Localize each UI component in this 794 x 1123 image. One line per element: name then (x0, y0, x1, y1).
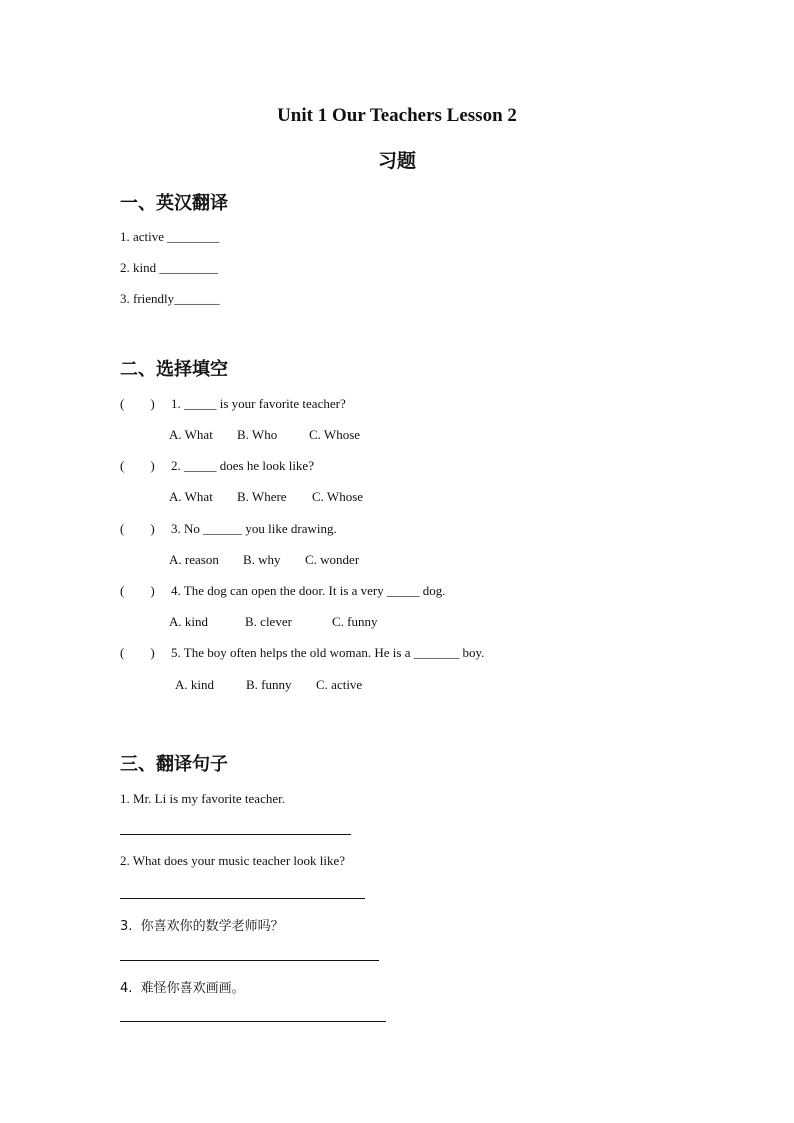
option-b: B. clever (245, 614, 292, 629)
section-heading-multiple-choice: 二、选择填空 (120, 359, 228, 380)
sentence-item-4: 4. 难怪你喜欢画画。 (120, 981, 245, 996)
answer-line (120, 1021, 386, 1022)
option-a: A. What (169, 427, 213, 442)
question-text: 5. The boy often helps the old woman. He is a _______ boy. (171, 645, 485, 660)
sentence-item-1: 1. Mr. Li is my favorite teacher. (120, 791, 285, 806)
question-text: 3. No ______ you like drawing. (171, 521, 337, 536)
answer-line (120, 898, 365, 899)
option-a: A. kind (169, 614, 208, 629)
question-text: 4. The dog can open the door. It is a very _____ dog. (171, 583, 446, 598)
question-text: 2. _____ does he look like? (171, 458, 314, 473)
option-c: C. active (316, 677, 363, 692)
option-c: C. Whose (312, 489, 364, 504)
answer-paren: ( ) (120, 645, 155, 660)
option-b: B. funny (246, 677, 292, 692)
option-b: B. Where (237, 489, 287, 504)
vocab-item-2: 2. kind _________ (120, 260, 218, 275)
option-b: B. why (243, 552, 281, 567)
answer-line (120, 834, 351, 835)
vocab-item-1: 1. active ________ (120, 229, 220, 244)
option-c: C. funny (332, 614, 378, 629)
option-b: B. Who (237, 427, 278, 442)
sentence-item-3: 3. 你喜欢你的数学老师吗？ (120, 919, 284, 934)
question-text: 1. _____ is your favorite teacher? (171, 396, 346, 411)
option-c: C. wonder (305, 552, 360, 567)
option-a: A. What (169, 489, 213, 504)
answer-line (120, 960, 379, 961)
answer-paren: ( ) (120, 583, 155, 598)
option-c: C. Whose (309, 427, 361, 442)
sentence-item-2: 2. What does your music teacher look like? (120, 853, 346, 868)
option-a: A. kind (175, 677, 214, 692)
answer-paren: ( ) (120, 521, 155, 536)
section-heading-sentence-translation: 三、翻译句子 (120, 754, 228, 775)
answer-paren: ( ) (120, 396, 155, 411)
option-a: A. reason (169, 552, 219, 567)
page-subtitle: 习题 (377, 150, 416, 172)
vocab-item-3: 3. friendly_______ (120, 291, 220, 306)
answer-paren: ( ) (120, 458, 155, 473)
section-heading-translation: 一、英汉翻译 (120, 193, 228, 214)
page-title: Unit 1 Our Teachers Lesson 2 (277, 105, 517, 126)
